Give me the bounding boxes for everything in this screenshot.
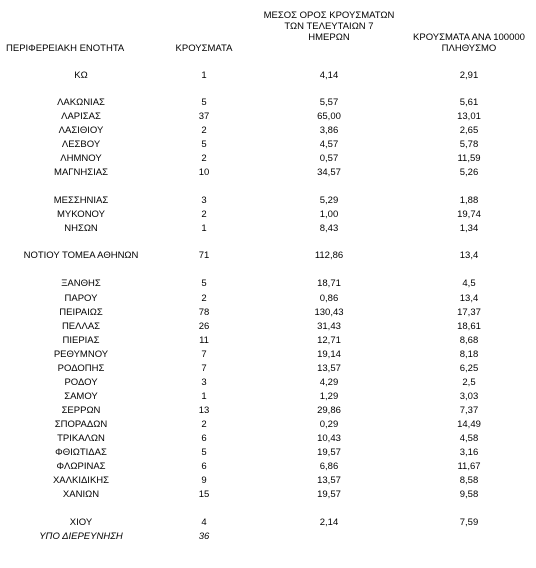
cases-cell: 37 [198, 111, 210, 122]
region-cell: ΜΕΣΣΗΝΙΑΣ [53, 195, 109, 206]
region-cell: ΦΘΙΩΤΙΔΑΣ [55, 447, 107, 458]
table-row [0, 321, 536, 333]
per-100000-cell: 2,91 [459, 70, 479, 81]
avg-cell: 19,14 [317, 349, 341, 360]
header-per-line1: ΚΡΟΥΣΜΑΤΑ ΑΝΑ 100000 [413, 32, 525, 43]
cases-cell: 26 [198, 321, 210, 332]
per-100000-cell: 8,68 [459, 335, 479, 346]
table-row [0, 70, 536, 82]
table-row [0, 461, 536, 473]
avg-cell: 4,29 [319, 377, 339, 388]
header-region: ΠΕΡΙΦΕΡΕΙΑΚΗ ΕΝΟΤΗΤΑ [6, 43, 125, 54]
avg-cell: 8,43 [319, 223, 339, 234]
cases-cell: 6 [201, 433, 207, 444]
avg-cell: 2,14 [319, 517, 339, 528]
region-cell: ΛΑΣΙΘΙΟΥ [58, 125, 104, 136]
per-100000-cell: 2,5 [462, 377, 476, 388]
table-row [0, 97, 536, 109]
cases-cell: 5 [201, 447, 207, 458]
avg-cell: 12,71 [317, 335, 341, 346]
per-100000-cell: 8,18 [459, 349, 479, 360]
region-cell: ΜΑΓΝΗΣΙΑΣ [54, 167, 108, 178]
region-cell: ΧΑΝΙΩΝ [62, 489, 100, 500]
cases-cell: 10 [198, 167, 210, 178]
avg-cell: 4,14 [319, 70, 339, 81]
table-row [0, 209, 536, 221]
table-row [0, 447, 536, 459]
region-cell: ΠΙΕΡΙΑΣ [62, 335, 100, 346]
per-100000-cell: 6,25 [459, 363, 479, 374]
per-100000-cell: 5,26 [459, 167, 479, 178]
region-cell: ΡΟΔΟΠΗΣ [57, 363, 105, 374]
table-row [0, 349, 536, 361]
cases-cell: 6 [201, 461, 207, 472]
avg-cell: 5,29 [319, 195, 339, 206]
cases-cell: 5 [201, 278, 207, 289]
avg-cell: 18,71 [317, 278, 341, 289]
region-cell: ΣΑΜΟΥ [64, 391, 98, 402]
cases-cell: 5 [201, 139, 207, 150]
avg-cell: 1,00 [319, 209, 339, 220]
header-cases: ΚΡΟΥΣΜΑΤΑ [175, 43, 233, 54]
table-row [0, 223, 536, 235]
avg-cell: 0,29 [319, 419, 339, 430]
region-cell: ΛΑΡΙΣΑΣ [61, 111, 101, 122]
avg-cell: 130,43 [314, 307, 344, 318]
per-100000-cell: 1,88 [459, 195, 479, 206]
region-cell: ΛΑΚΩΝΙΑΣ [57, 97, 105, 108]
table-row [0, 278, 536, 290]
region-cell: ΚΩ [74, 70, 88, 81]
per-100000-cell: 5,61 [459, 97, 479, 108]
table-row [0, 405, 536, 417]
cases-cell: 15 [198, 489, 210, 500]
per-100000-cell: 18,61 [457, 321, 481, 332]
cases-cell: 1 [201, 391, 207, 402]
header-avg-line2: ΤΩΝ ΤΕΛΕΥΤΑΙΩΝ 7 [284, 21, 374, 32]
cases-cell: 9 [201, 475, 207, 486]
avg-cell: 19,57 [317, 447, 341, 458]
per-100000-cell: 9,58 [459, 489, 479, 500]
per-100000-cell: 3,03 [459, 391, 479, 402]
cases-cell: 2 [201, 209, 207, 220]
cases-cell: 5 [201, 97, 207, 108]
cases-cell: 11 [199, 335, 209, 346]
per-100000-cell: 4,58 [459, 433, 479, 444]
region-cell: ΡΕΘΥΜΝΟΥ [53, 349, 109, 360]
avg-cell: 34,57 [317, 167, 341, 178]
per-100000-cell: 8,58 [459, 475, 479, 486]
region-cell: ΛΕΣΒΟΥ [61, 139, 101, 150]
region-cell: ΧΑΛΚΙΔΙΚΗΣ [52, 475, 110, 486]
cases-cell: 71 [198, 250, 210, 261]
region-cell: ΡΟΔΟΥ [64, 377, 98, 388]
avg-cell: 5,57 [319, 97, 339, 108]
region-cell: ΣΠΟΡΑΔΩΝ [54, 419, 108, 430]
per-100000-cell: 4,5 [462, 278, 476, 289]
table-row [0, 153, 536, 165]
region-cell: ΧΙΟΥ [69, 517, 93, 528]
region-cell: ΛΗΜΝΟΥ [60, 153, 102, 164]
table-row [0, 125, 536, 137]
avg-cell: 6,86 [319, 461, 339, 472]
per-100000-cell: 5,78 [459, 139, 479, 150]
table-row [0, 363, 536, 375]
per-100000-cell: 7,59 [459, 517, 479, 528]
per-100000-cell: 11,59 [457, 153, 481, 164]
table-row [0, 307, 536, 319]
region-cell: ΠΕΛΛΑΣ [61, 321, 101, 332]
table-row [0, 419, 536, 431]
header-avg-line3: ΗΜΕΡΩΝ [308, 32, 350, 43]
per-100000-cell: 13,4 [459, 293, 479, 304]
cases-cell: 1 [201, 70, 207, 81]
cases-cell: 2 [201, 125, 207, 136]
avg-cell: 65,00 [317, 111, 341, 122]
table-row [0, 195, 536, 207]
per-100000-cell: 14,49 [457, 419, 481, 430]
per-100000-cell: 2,65 [459, 125, 479, 136]
header-per-100000 [404, 32, 534, 54]
avg-cell: 0,86 [319, 293, 339, 304]
table-row [0, 167, 536, 179]
region-cell: ΦΛΩΡΙΝΑΣ [56, 461, 106, 472]
header-avg-line1: ΜΕΣΟΣ ΟΡΟΣ ΚΡΟΥΣΜΑΤΩΝ [263, 10, 395, 21]
region-cell: ΤΡΙΚΑΛΩΝ [57, 433, 105, 444]
cases-cell: 13 [198, 405, 210, 416]
cases-cell: 2 [201, 153, 207, 164]
cases-cell: 1 [201, 223, 207, 234]
cases-cell: 7 [201, 363, 207, 374]
per-100000-cell: 3,16 [459, 447, 479, 458]
avg-cell: 4,57 [319, 139, 339, 150]
region-cell: ΝΗΣΩΝ [64, 223, 98, 234]
per-100000-cell: 17,37 [457, 307, 481, 318]
table-row [0, 139, 536, 151]
region-cell: ΞΑΝΘΗΣ [61, 278, 101, 289]
avg-cell: 10,43 [317, 433, 341, 444]
per-100000-cell: 19,74 [457, 209, 481, 220]
region-cell: ΣΕΡΡΩΝ [61, 405, 101, 416]
avg-cell: 112,86 [314, 250, 344, 261]
header-avg [262, 10, 396, 43]
table-row [0, 475, 536, 487]
avg-cell: 19,57 [317, 489, 341, 500]
table-row [0, 433, 536, 445]
avg-cell: 3,86 [319, 125, 339, 136]
avg-cell: 13,57 [317, 475, 341, 486]
region-cell: ΝΟΤΙΟΥ ΤΟΜΕΑ ΑΘΗΝΩΝ [23, 250, 139, 261]
table-row [0, 250, 536, 262]
table-row [0, 517, 536, 529]
cases-cell: 3 [201, 377, 207, 388]
per-100000-cell: 11,67 [457, 461, 481, 472]
cases-cell: 3 [201, 195, 207, 206]
per-100000-cell: 13,01 [457, 111, 481, 122]
avg-cell: 1,29 [319, 391, 339, 402]
avg-cell: 29,86 [317, 405, 341, 416]
cases-cell: 78 [198, 307, 210, 318]
avg-cell: 0,57 [319, 153, 339, 164]
under-investigation-row [0, 531, 536, 543]
table-row [0, 335, 536, 347]
avg-cell: 13,57 [317, 363, 341, 374]
region-cell: ΥΠΟ ΔΙΕΡΕΥΝΗΣΗ [39, 531, 123, 542]
avg-cell: 31,43 [317, 321, 341, 332]
cases-cell: 2 [201, 293, 207, 304]
per-100000-cell: 7,37 [459, 405, 479, 416]
per-100000-cell: 13,4 [459, 250, 479, 261]
cases-cell: 36 [198, 531, 210, 542]
table-row [0, 489, 536, 501]
cases-cell: 4 [201, 517, 207, 528]
region-cell: ΠΑΡΟΥ [64, 293, 98, 304]
region-cell: ΠΕΙΡΑΙΩΣ [59, 307, 103, 318]
table-row [0, 111, 536, 123]
table-row [0, 293, 536, 305]
header-per-line2: ΠΛΗΘΥΣΜΟ [441, 43, 497, 54]
table-row [0, 377, 536, 389]
cases-cell: 2 [201, 419, 207, 430]
cases-cell: 7 [201, 349, 207, 360]
per-100000-cell: 1,34 [459, 223, 479, 234]
region-cell: ΜΥΚΟΝΟΥ [57, 209, 105, 220]
table-row [0, 391, 536, 403]
